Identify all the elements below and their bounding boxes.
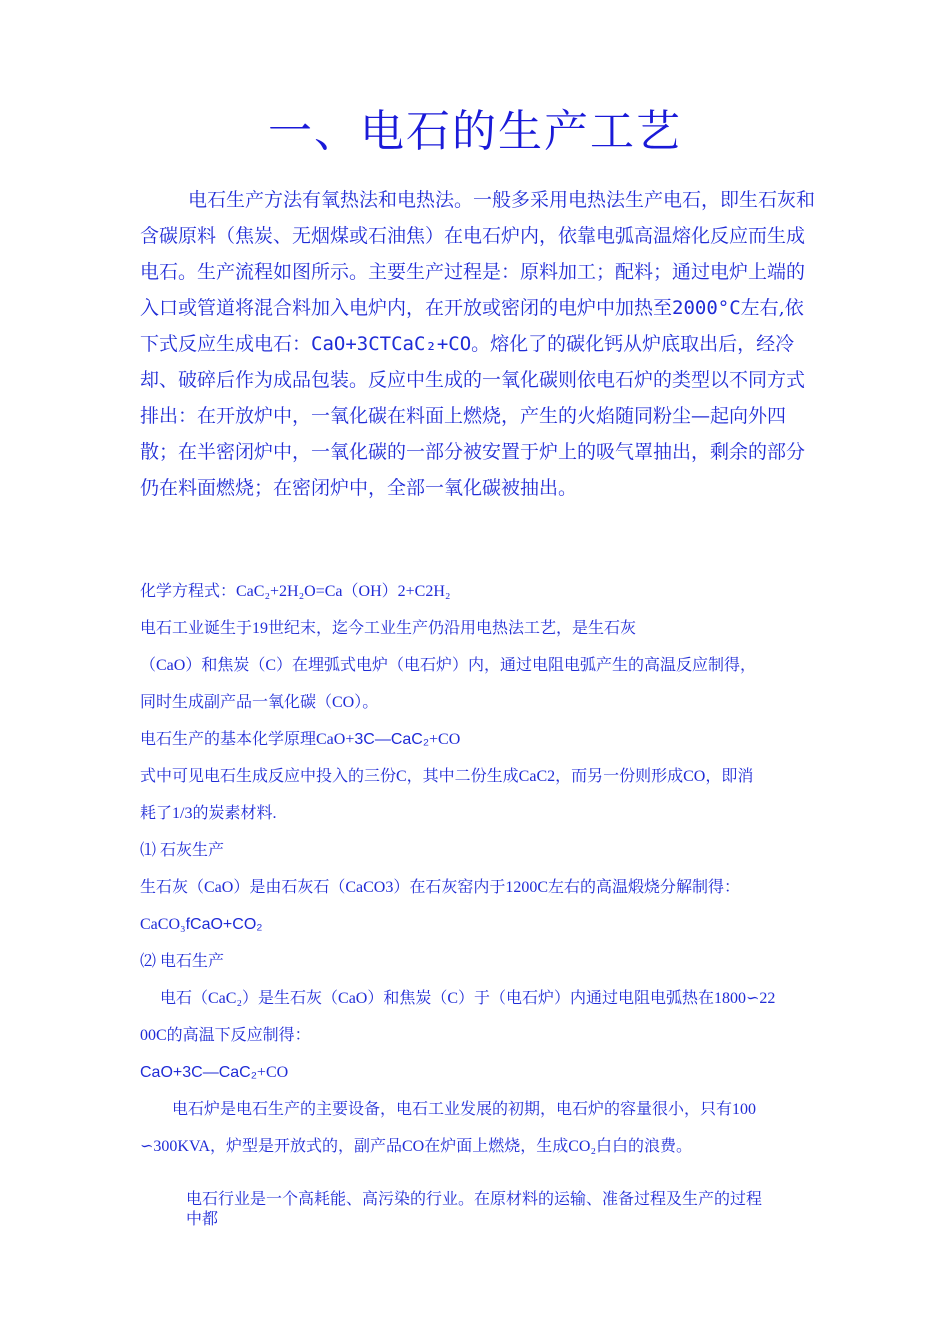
- principle-line: [140, 721, 815, 758]
- lime-line: 生石灰（CaO）是由石灰石（CaCO3）在石灰窑内于1200C左右的高温煅烧分解制得：: [140, 879, 741, 896]
- intro-text: [140, 182, 815, 506]
- reaction-formula: CaO+3CTCaC₂+CO: [311, 333, 472, 355]
- intro-text-a: 电石生产方法有氧热法和电热法。一般多采用电热法生产电石，即生石灰和含碳原料（焦炭、无烟煤或石油焦）在电石炉内，依靠电弧高温熔化反应而生成电石。生产流程如图所示。主要生产过程是：原料加工；配料；通过电炉上端的入口或管道将混合料加入电炉内，在开放或密闭的电炉中加热至: [140, 189, 816, 319]
- carbide-line-2: 00C的高温下反应制得：: [140, 1027, 311, 1044]
- intro-paragraph: [140, 182, 815, 506]
- intro-text-c: 。熔化了的碳化钙从炉底取出后，经冷却、破碎后作为成品包装。反应中生成的一氧化碳则依电石炉的类型以不同方式排出：在开放炉中，一氧化碳在料面上燃烧，产生的火焰随同粉尘—起向外四散；在半密闭炉中，一氧化碳的一部分被安置于炉上的吸气罩抽出，剩余的部分仍在料面燃烧；在密闭炉中，全部一氧化碳被抽出。: [140, 333, 806, 499]
- carbide-eq-b: +CO: [256, 1064, 289, 1081]
- section-heading-carbide: ⑵ 电石生产: [140, 953, 225, 970]
- history-line-1: 电石工业诞生于19世纪末，迄今工业生产仍沿用电热法工艺，是生石灰: [140, 620, 637, 637]
- principle-text-c: +CO: [429, 731, 461, 748]
- lime-eq-a: CaCO₃: [140, 916, 186, 933]
- industry-paragraph: [186, 1190, 816, 1230]
- history-line-2: （CaO）和焦炭（C）在埋弧式电炉（电石炉）内，通过电阻电弧产生的高温反应制得，: [140, 657, 757, 674]
- carbide-equation-line: [140, 1054, 815, 1091]
- explain-line-1: 式中可见电石生成反应中投入的三份C，其中二份生成CaC2，而另一份则形成CO，即消: [140, 768, 754, 785]
- chem-equation-line: 化学方程式：CaC₂+2H₂O=Ca（OH）2+C2H₂: [140, 583, 451, 600]
- principle-text-a: 电石生产的基本化学原理CaO+: [140, 731, 355, 748]
- principle-text-b: 3C—CaC₂: [354, 731, 430, 748]
- lime-eq-b: fCaO+CO₂: [185, 916, 263, 933]
- carbide-eq-a: CaO+3C—CaC₂: [140, 1064, 257, 1081]
- intro-text-b: 左右,依下式反应生成电石：: [140, 297, 804, 355]
- lime-equation-line: [140, 906, 815, 943]
- carbide-line-1: 电石（CaC₂）是生石灰（CaO）和焦炭（C）于（电石炉）内通过电阻电弧热在1800∽22: [160, 990, 776, 1007]
- body-lines: [140, 573, 815, 1165]
- industry-line-2: 中都: [186, 1211, 219, 1228]
- history-line-3: 同时生成副产品一氧化碳（CO）。: [140, 694, 379, 711]
- page-title: 一、电石的生产工艺: [268, 106, 682, 157]
- furnace-line-2: ∽300KVA，炉型是开放式的，副产品CO在炉面上燃烧，生成CO₂白白的浪费。: [140, 1138, 693, 1155]
- explain-line-2: 耗了1/3的炭素材料.: [140, 805, 277, 822]
- furnace-line-1: 电石炉是电石生产的主要设备，电石工业发展的初期，电石炉的容量很小，只有100: [172, 1101, 757, 1118]
- section-heading-lime: ⑴ 石灰生产: [140, 842, 225, 859]
- temperature-value: 2000°C: [672, 297, 741, 319]
- industry-line-1: 电石行业是一个高耗能、高污染的行业。在原材料的运输、准备过程及生产的过程: [186, 1191, 763, 1208]
